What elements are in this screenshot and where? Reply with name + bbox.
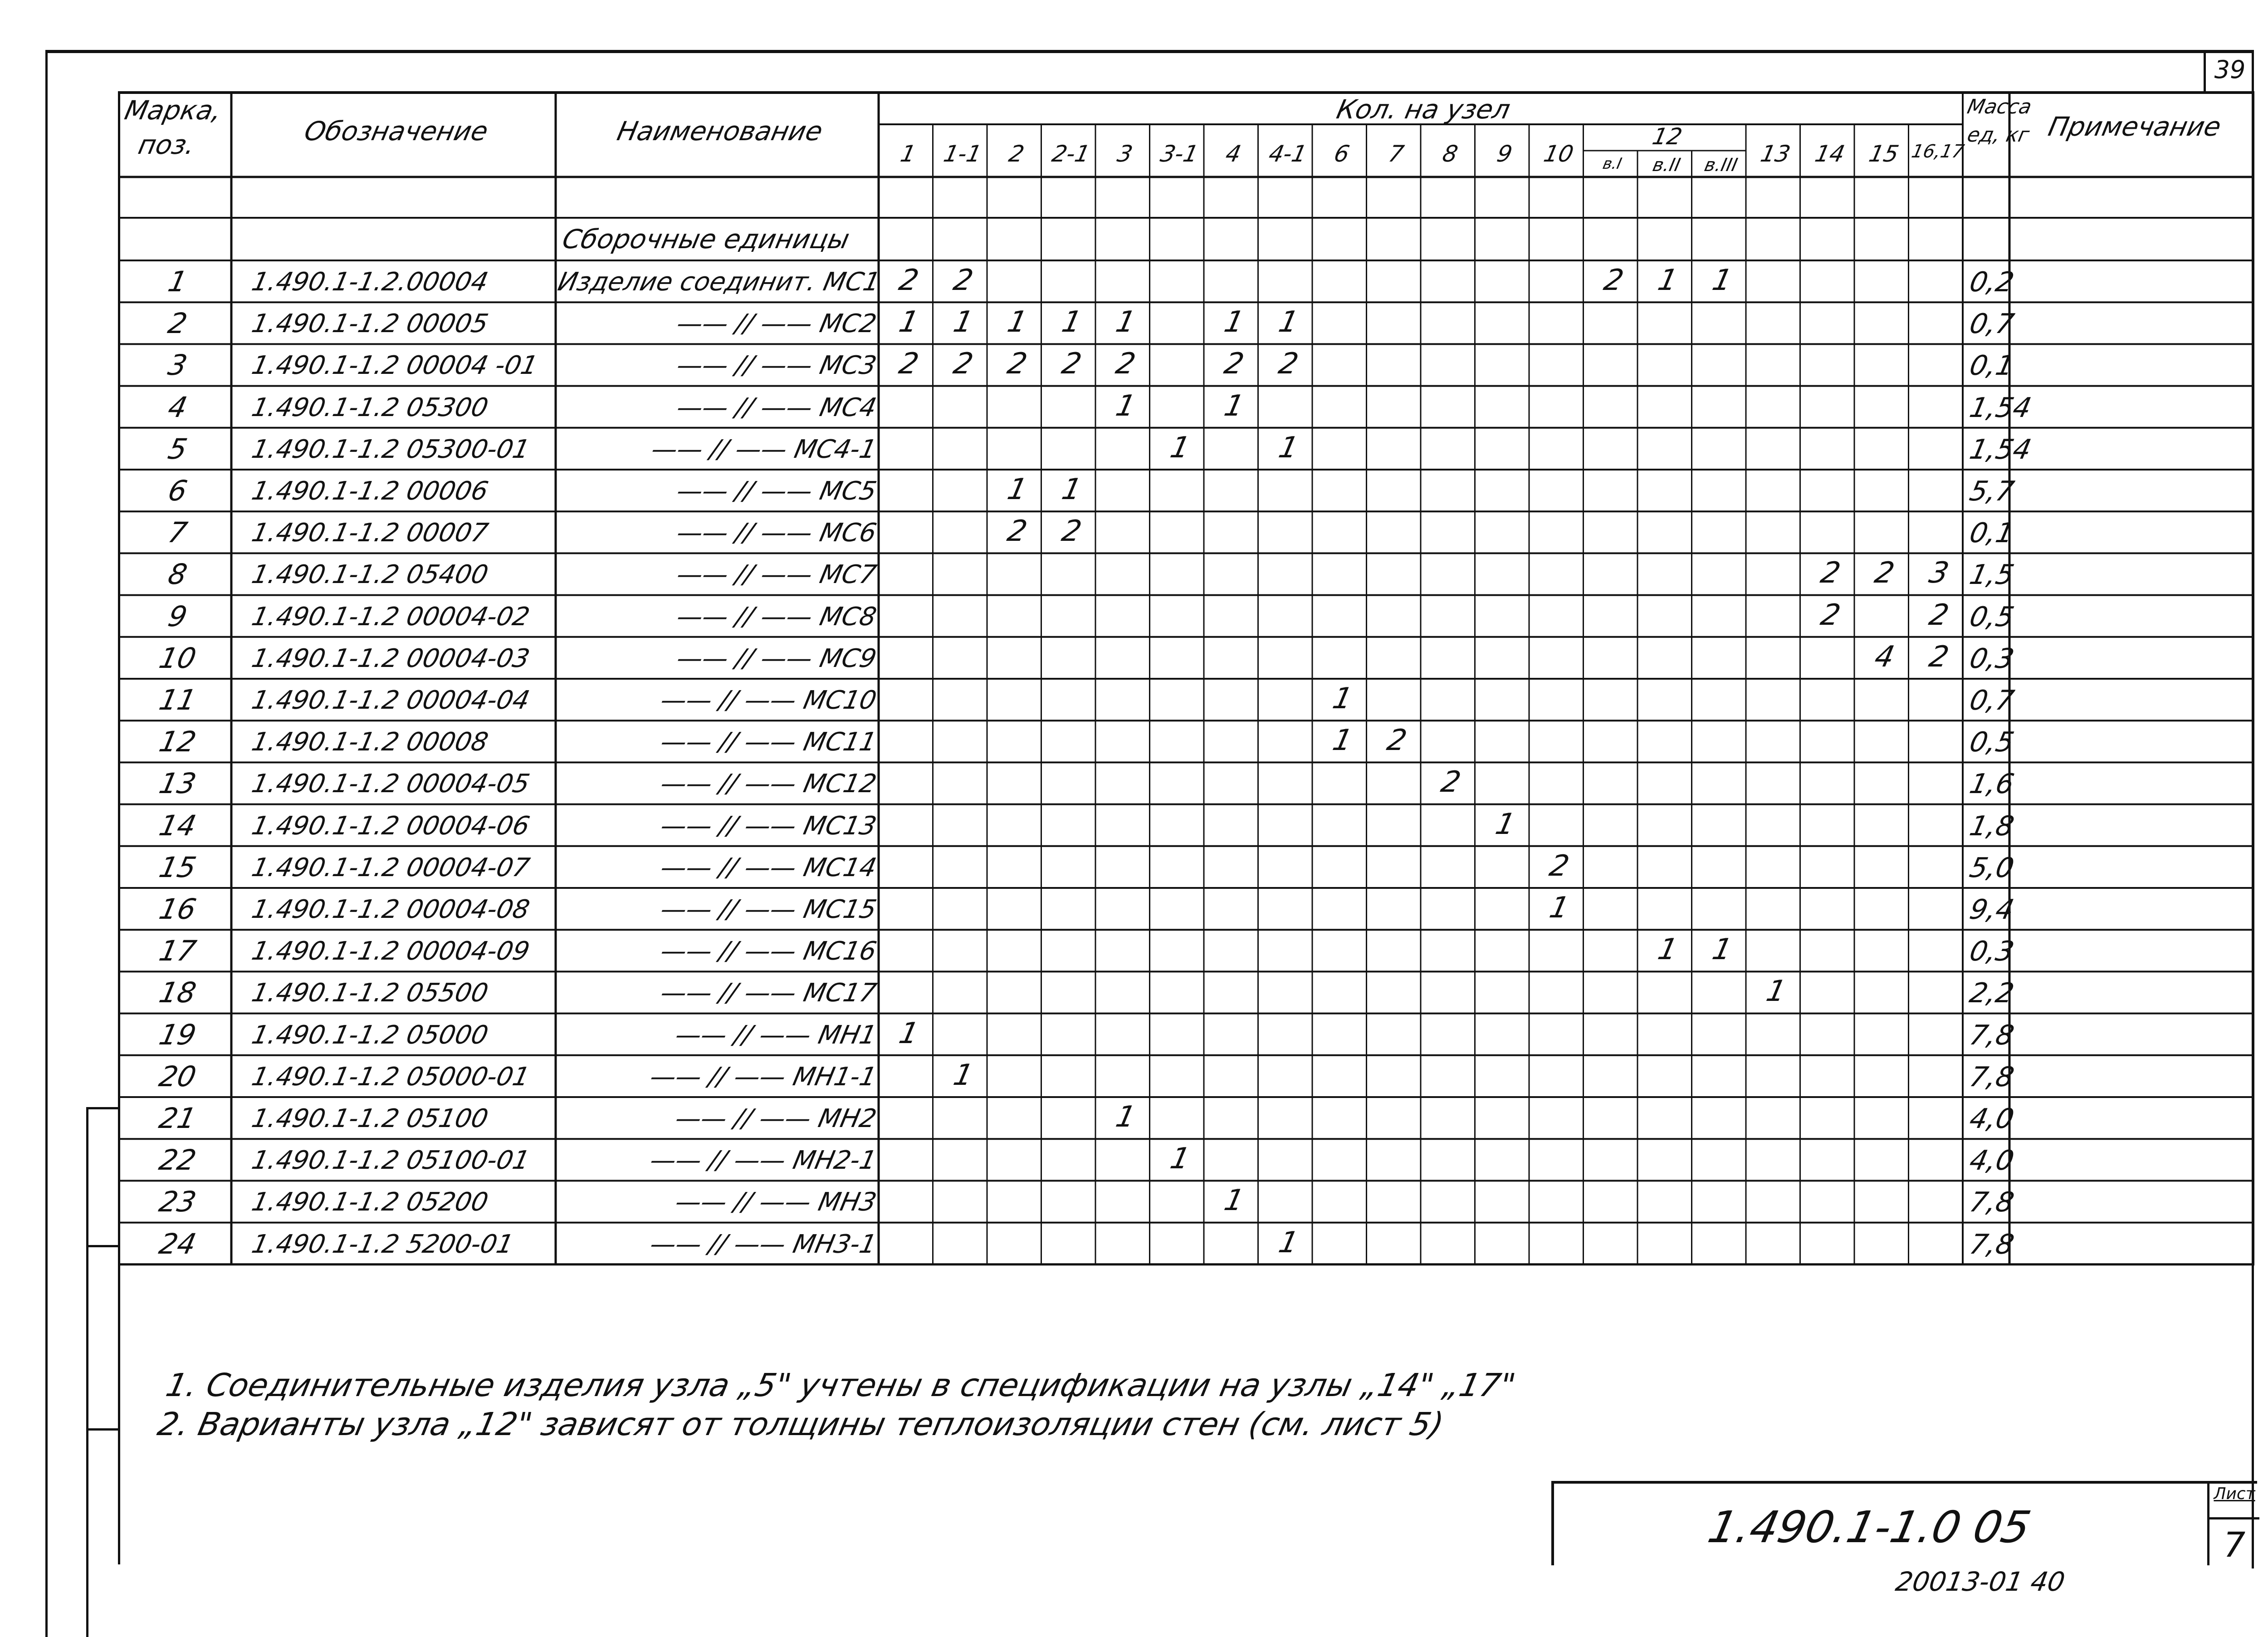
row-designation: 1.490.1-1.2 00004-06	[249, 811, 533, 841]
qty-cell: 1	[896, 305, 922, 339]
header-col-6: 6	[1331, 141, 1352, 167]
row-mark: 11	[156, 683, 199, 716]
row-mass: 7,8	[1966, 1186, 2017, 1219]
header-col-в.I: в.I	[1601, 155, 1623, 173]
row-mark: 18	[156, 976, 199, 1010]
row-mark: 10	[156, 641, 199, 675]
header-col-7: 7	[1386, 141, 1406, 167]
row-name: —— // —— МС13	[658, 811, 879, 841]
sheet-number: 7	[2223, 1524, 2246, 1565]
qty-cell: 1	[1763, 975, 1789, 1009]
header-col-3-1: 3-1	[1158, 141, 1201, 167]
row-designation: 1.490.1-1.2 00004-09	[249, 936, 533, 966]
qty-cell: 1	[1655, 264, 1681, 297]
row-designation: 1.490.1-1.2 05400	[249, 560, 491, 590]
row-name: —— // —— МН2-1	[647, 1146, 879, 1176]
row-mark: 14	[156, 809, 199, 842]
row-mark: 21	[156, 1102, 199, 1135]
row-mass: 5,7	[1966, 475, 2017, 507]
row-designation: 1.490.1-1.2 05300-01	[249, 434, 533, 464]
qty-cell: 2	[950, 347, 976, 381]
qty-cell: 1	[1004, 305, 1030, 339]
qty-cell: 1	[1113, 1100, 1139, 1134]
row-designation: 1.490.1-1.2.00004	[249, 267, 491, 297]
qty-cell: 3	[1926, 556, 1952, 590]
qty-cell: 2	[1004, 515, 1030, 549]
qty-cell: 1	[1221, 305, 1247, 339]
row-designation: 1.490.1-1.2 00004-07	[249, 853, 533, 882]
qty-cell: 2	[1438, 765, 1464, 799]
row-mark: 6	[165, 474, 191, 507]
qty-cell: 2	[1113, 347, 1139, 381]
header-mass: Масса	[1965, 95, 2034, 118]
qty-cell: 1	[1655, 933, 1681, 967]
header-col-в.II: в.II	[1651, 155, 1682, 176]
row-mass: 4,0	[1966, 1103, 2017, 1135]
row-designation: 1.490.1-1.2 05100	[249, 1104, 491, 1133]
note-1: 1. Соединительные изделия узла „5" учтены в спецификации на узлы „14" „17"	[162, 1367, 1519, 1404]
row-name: —— // —— МС14	[658, 853, 879, 882]
sheet-divider	[2209, 1517, 2259, 1519]
row-mass: 1,5	[1966, 559, 2017, 591]
row-name: —— // —— МС5	[674, 476, 879, 506]
document-code: 1.490.1-1.0 05	[1704, 1502, 2035, 1553]
row-mass: 0,7	[1966, 685, 2017, 716]
row-mass: 0,1	[1966, 350, 2017, 382]
sheet-corner-number: 39	[2204, 50, 2254, 94]
row-designation: 1.490.1-1.2 00006	[249, 476, 491, 506]
row-mark: 12	[156, 725, 199, 759]
qty-cell: 2	[1058, 347, 1085, 381]
header-col-13: 13	[1758, 141, 1793, 167]
qty-cell: 1	[1275, 431, 1301, 465]
qty-cell: 2	[1221, 347, 1247, 381]
binding-tick	[86, 1245, 119, 1247]
qty-cell: 2	[1546, 849, 1572, 883]
qty-cell: 1	[1221, 1184, 1247, 1218]
row-mass: 0,5	[1966, 726, 2017, 759]
row-name: —— // —— МН2	[672, 1104, 879, 1133]
row-mark: 4	[165, 390, 191, 424]
header-col-в.III: в.III	[1702, 155, 1740, 176]
qty-cell: 2	[1600, 264, 1627, 297]
row-name: —— // —— МС2	[674, 309, 879, 339]
row-mark: 8	[165, 558, 191, 591]
row-designation: 1.490.1-1.2 00004-04	[249, 686, 533, 715]
row-name: —— // —— МС9	[674, 643, 879, 673]
row-designation: 1.490.1-1.2 00008	[249, 727, 491, 757]
row-designation: 1.490.1-1.2 05000	[249, 1020, 491, 1050]
row-mass: 4,0	[1966, 1145, 2017, 1177]
qty-cell: 2	[1058, 515, 1085, 549]
qty-cell: 1	[950, 305, 976, 339]
qty-cell: 2	[896, 264, 922, 297]
row-mass: 0,1	[1966, 517, 2017, 549]
row-name: —— // —— МС6	[674, 518, 879, 548]
row-name: —— // —— МН1-1	[647, 1062, 879, 1092]
row-designation: 1.490.1-1.2 05100-01	[249, 1146, 533, 1176]
qty-cell: 1	[1113, 389, 1139, 423]
qty-cell: 1	[1546, 891, 1572, 925]
header-name: Наименование	[614, 116, 826, 147]
row-mark: 20	[156, 1059, 199, 1093]
qty-cell: 2	[1004, 347, 1030, 381]
qty-cell: 1	[1167, 1142, 1193, 1176]
row-designation: 1.490.1-1.2 00004-03	[249, 643, 533, 673]
qty-cell: 2	[1817, 556, 1843, 590]
row-designation: 1.490.1-1.2 05300	[249, 392, 491, 422]
row-mass: 9,4	[1966, 894, 2017, 926]
sheet-label: Лист	[2214, 1485, 2255, 1503]
qty-cell: 2	[1383, 724, 1410, 758]
row-mass: 0,7	[1966, 308, 2017, 340]
qty-cell: 1	[1058, 305, 1085, 339]
row-designation: 1.490.1-1.2 00004 -01	[249, 351, 541, 381]
qty-cell: 1	[1709, 933, 1735, 967]
header-col-2-1: 2-1	[1049, 141, 1092, 167]
row-name: —— // —— МС8	[674, 602, 879, 632]
qty-cell: 2	[1817, 598, 1843, 632]
qty-cell: 1	[1709, 264, 1735, 297]
row-mark: 24	[156, 1227, 199, 1260]
row-designation: 1.490.1-1.2 05500	[249, 978, 491, 1008]
header-col-8: 8	[1440, 141, 1461, 167]
row-mass: 7,8	[1966, 1228, 2017, 1260]
row-mass: 0,3	[1966, 642, 2017, 675]
row-designation: 1.490.1-1.2 00005	[249, 309, 491, 339]
qty-cell: 1	[950, 1058, 976, 1092]
header-col-3: 3	[1114, 141, 1135, 167]
qty-cell: 1	[1275, 305, 1301, 339]
qty-cell: 1	[1275, 1225, 1301, 1260]
row-mark: 3	[165, 348, 191, 382]
header-qty: Кол. на узел	[1334, 94, 1513, 125]
qty-cell: 1	[1330, 724, 1355, 758]
header-mark: Марка,	[122, 95, 225, 126]
header-mark-line2: поз.	[135, 129, 198, 160]
header-col-10: 10	[1541, 141, 1576, 167]
qty-cell: 1	[1167, 431, 1193, 465]
row-name: —— // —— МС11	[658, 727, 879, 757]
row-name: —— // —— МН3-1	[647, 1229, 879, 1259]
row-name: —— // —— МС10	[658, 686, 879, 715]
specification-table	[118, 91, 2254, 1323]
row-designation: 1.490.1-1.2 5200-01	[249, 1229, 516, 1259]
qty-cell: 2	[1872, 556, 1897, 590]
header-col-4: 4	[1223, 141, 1244, 167]
qty-cell: 4	[1872, 640, 1897, 674]
notes-block	[154, 1366, 1519, 1444]
header-col-12: 12	[1650, 123, 1685, 150]
qty-cell: 1	[896, 1016, 922, 1050]
row-mass: 1,54	[1966, 392, 2034, 424]
header-designation: Обозначение	[302, 116, 491, 147]
row-name: —— // —— МН3	[672, 1187, 879, 1217]
row-mark: 16	[156, 892, 199, 926]
qty-cell: 1	[1330, 682, 1355, 716]
row-mass: 0,5	[1966, 601, 2017, 633]
header-col-9: 9	[1494, 141, 1515, 167]
row-mark: 19	[156, 1018, 199, 1051]
row-designation: 1.490.1-1.2 05200	[249, 1187, 491, 1217]
qty-cell: 1	[1058, 473, 1085, 506]
qty-cell: 2	[1275, 347, 1301, 381]
header-col-15: 15	[1867, 141, 1901, 167]
archive-number: 20013-01 40	[1893, 1566, 2068, 1597]
header-col-1-1: 1-1	[941, 141, 984, 167]
row-designation: 1.490.1-1.2 00004-08	[249, 895, 533, 924]
row-designation: 1.490.1-1.2 00007	[249, 518, 491, 548]
row-name: —— // —— МС17	[658, 978, 879, 1008]
row-mark: 15	[156, 850, 199, 884]
header-col-4-1: 4-1	[1266, 141, 1309, 167]
qty-cell: 1	[1004, 473, 1030, 506]
row-mark: 2	[165, 307, 191, 340]
title-stamp	[1551, 1481, 2257, 1565]
row-mark: 22	[156, 1143, 199, 1177]
note-2: 2. Варианты узла „12" зависят от толщины теплоизоляции стен (см. лист 5)	[154, 1406, 1447, 1443]
binding-tick	[86, 1428, 119, 1431]
row-name: —— // —— МС7	[674, 560, 879, 590]
qty-cell: 2	[950, 264, 976, 297]
row-name: Изделие соединит. МС1	[555, 267, 883, 297]
binding-tick	[86, 1107, 119, 1109]
row-designation: 1.490.1-1.2 00004-05	[249, 769, 533, 799]
row-mark: 7	[165, 516, 191, 549]
row-mass: 0,2	[1966, 266, 2017, 298]
row-mass: 0,3	[1966, 936, 2017, 968]
row-designation: 1.490.1-1.2 00004-02	[249, 602, 533, 632]
qty-cell: 2	[896, 347, 922, 381]
row-name: —— // —— МС4-1	[649, 434, 879, 464]
qty-cell: 2	[1926, 598, 1952, 632]
row-mark: 1	[165, 265, 191, 298]
row-mark: 5	[165, 432, 191, 466]
row-name: —— // —— МС4	[674, 392, 879, 422]
row-mass: 1,6	[1966, 768, 2017, 800]
row-mass: 2,2	[1966, 977, 2017, 1010]
row-designation: 1.490.1-1.2 05000-01	[249, 1062, 533, 1092]
qty-cell: 1	[1492, 807, 1518, 841]
header-col-2: 2	[1006, 141, 1027, 167]
header-col-16,17: 16,17	[1909, 141, 1966, 162]
qty-cell: 1	[1221, 389, 1247, 423]
row-mass: 1,54	[1966, 433, 2034, 466]
sheet-box	[2207, 1481, 2259, 1565]
qty-cell: 2	[1926, 640, 1952, 674]
row-mark: 17	[156, 934, 199, 968]
row-mark: 13	[156, 767, 199, 800]
header-note: Примечание	[2045, 111, 2224, 142]
row-mark: 23	[156, 1185, 199, 1219]
header-col-1: 1	[898, 141, 919, 167]
header-col-14: 14	[1812, 141, 1847, 167]
row-mass: 5,0	[1966, 852, 2017, 884]
row-mark: 9	[165, 599, 191, 633]
header-mass-line2: ед, кг	[1965, 123, 2032, 147]
row-name: —— // —— МС3	[674, 351, 879, 381]
section-title: Сборочные единицы	[559, 224, 852, 255]
row-name: —— // —— МС16	[658, 936, 879, 966]
row-name: —— // —— МН1	[672, 1020, 879, 1050]
row-mass: 7,8	[1966, 1019, 2017, 1051]
row-mass: 7,8	[1966, 1061, 2017, 1093]
row-mass: 1,8	[1966, 810, 2017, 842]
binding-strip	[86, 1107, 88, 1637]
qty-cell: 1	[1113, 305, 1139, 339]
row-name: —— // —— МС15	[658, 895, 879, 924]
row-name: —— // —— МС12	[658, 769, 879, 799]
